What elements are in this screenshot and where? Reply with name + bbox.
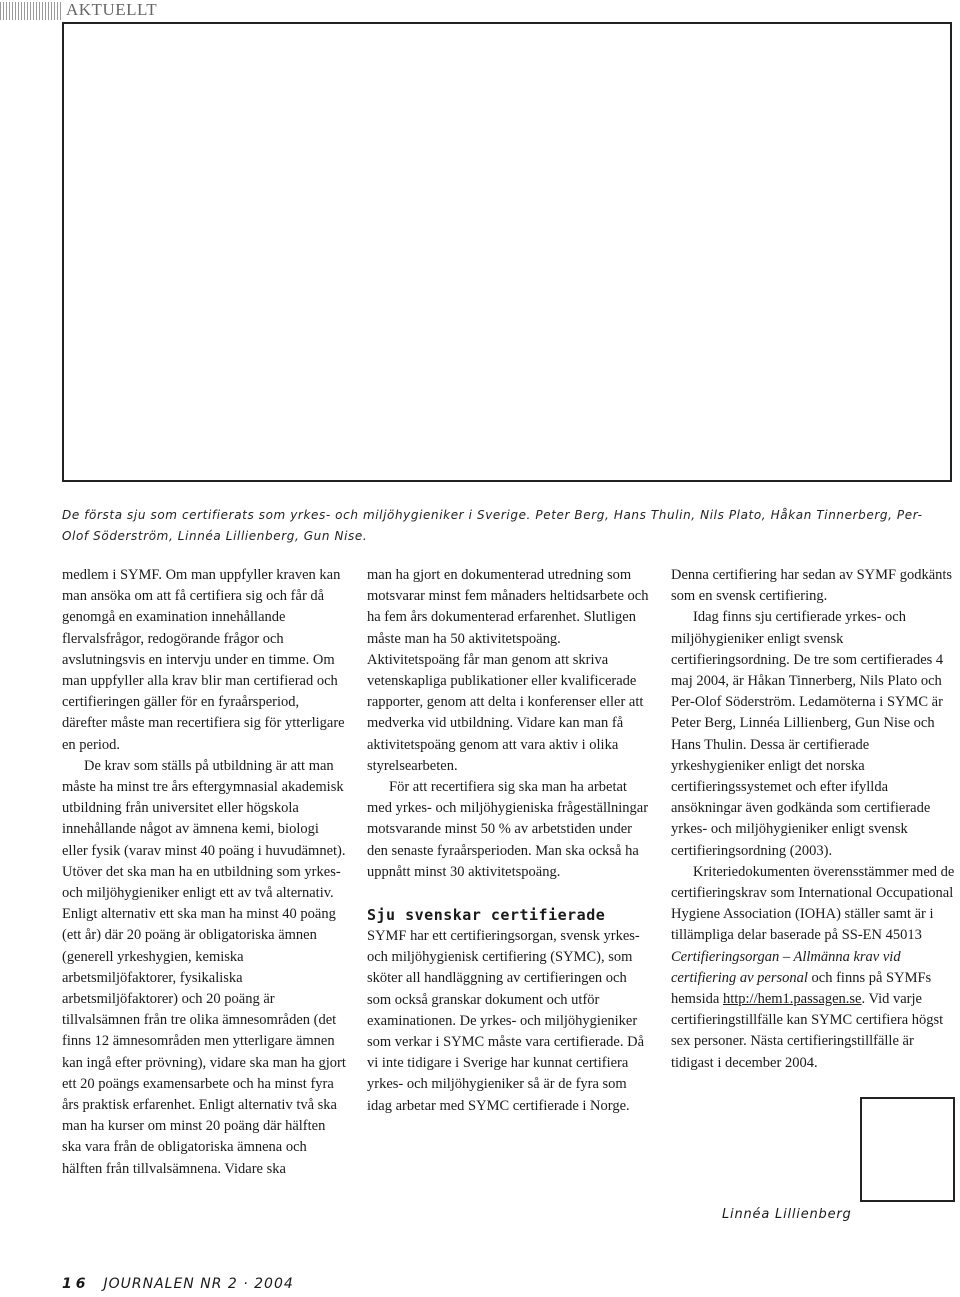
paragraph-text: Kriteriedokumenten överensstämmer med de certifieringskrav som International Occupational Hygiene Association (IOHA) ställer samt är i tillämpliga delar baserade på SS-EN 45013	[671, 863, 955, 944]
paragraph: För att recertifiera sig ska man ha arbetat med yrkes- och miljöhygieniska frågeställningar motsvarande minst 50 % av arbetstiden under den senaste fyraårsperioden. Man ska också ha uppnått minst 30 aktivitetspoäng.	[367, 779, 649, 880]
standard-title: Certifieringsorgan – Allmänna krav vid certifiering av personal	[671, 948, 901, 986]
article-column-2	[367, 565, 652, 1117]
author-signature: Linnéa Lillienberg	[722, 1207, 852, 1222]
website-link[interactable]: http://hem1.passagen.se	[722, 991, 862, 1008]
page-footer	[62, 1276, 294, 1292]
paragraph: man ha gjort en dokumenterad utredning som motsvarar minst fem månaders heltidsarbete och ha fem års dokumenterad erfarenhet. Slutligen måste man ha 50 aktivitetspoäng. Aktivitetspoäng får man genom att skriva vetenskapliga publikationer eller kvalificerade rapporter, genom att delta i konferenser eller att medverka vid utbildning. Vidare kan man få aktivitetspoäng genom att vara aktiv i olika styrelsearbeten.	[367, 567, 649, 774]
paragraph-text: och finns på SYMFs hemsida	[671, 969, 932, 1008]
paragraph: Idag finns sju certifierade yrkes- och miljöhygieniker enligt svensk certifieringsordning. De tre som certifierades 4 maj 2004, är Håkan Tinnerberg, Nils Plato och Per-Olof Söderström. Ledamöterna i SYMC är Peter Berg, Linnéa Lillienberg, Gun Nise och Hans Thulin. Dessa är certifierade yrkeshygieniker enligt det norska certifieringssystemet och efter ifyllda ansökningar även godkända som certifierade yrkes- och miljöhygieniker enligt svensk certifieringsordning (2003).	[671, 609, 944, 859]
section-heading: Sju svenskar certifierade	[367, 906, 606, 925]
paragraph-text: . Vid varje certifieringstillfälle kan SYMC certifiera högst sex personer. Nästa certifieringstillfälle är tidigast i december 2004.	[671, 991, 944, 1071]
section-label: AKTUELLT	[66, 0, 158, 19]
paragraph: SYMF har ett certifieringsorgan, svensk yrkes- och miljöhygienisk certifiering (SYMC), som sköter all handläggning av certifieringen och som också granskar dokument och utför examinationen. De yrkes- och miljöhygieniker som verkar i SYMC måste vara certifierade. Då vi inte tidigare i Sverige har kunnat certifiera yrkes- och miljöhygieniker så är de fyra som idag arbetar med SYMC certifierade i Norge.	[367, 928, 645, 1114]
paragraph: De krav som ställs på utbildning är att man måste ha minst tre års eftergymnasial akademisk utbildning från universitet eller högskola innehållande något av ämnena kemi, biologi eller fysik (varav minst 40 poäng i huvudämnet). Utöver det ska man ha en utbildning som yrkes- och miljöhygieniker enligt ett av två alternativ. Enligt alternativ ett ska man ha minst 40 poäng (ett år) där 20 poäng är obligatoriska ämnen (generell yrkeshygien, kemiska arbetsmiljöfaktorer, fysikaliska arbetsmiljöfaktorer) och 20 poäng är tillvalsämnen från tre olika ämnesområden (det finns 12 ämnesområden men ytterligare ämnen kan ingå efter prövning), vidare ska man ha gjort ett 20 poängs examensarbete och ha minst fyra års praktisk erfarenhet. Enligt alternativ två ska man ha kurser om minst 20 poäng där hälften ska vara från de obligatoriska ämnena och hälften från tillvalsämnena. Vidare ska	[62, 757, 346, 1177]
main-photo	[62, 22, 952, 482]
paragraph	[671, 862, 956, 1074]
paragraph: Denna certifiering har sedan av SYMF godkänts som en svensk certifiering.	[671, 567, 953, 605]
photo-caption: De första sju som certifierats som yrkes- och miljöhygieniker i Sverige. Peter Berg, Hans Thulin, Nils Plato, Håkan Tinnerberg, Per-Olof Söderström, Linnéa Lillienberg, Gun Nise.	[62, 508, 923, 543]
paragraph: medlem i SYMF. Om man uppfyller kraven kan man ansöka om att få certifiera sig och får då genomgå en examination innehållande flervalsfrågor, redogörande frågor och avslutningsvis en intervju under en timme. Om man uppfyller alla krav blir man certifierad och certifieringen gäller för en fyraårsperiod, därefter måste man recertifiera sig för ytterligare en period.	[62, 567, 345, 753]
journal-issue: JOURNALEN NR 2 · 2004	[103, 1276, 294, 1292]
article-column-3	[671, 565, 956, 1074]
section-stripes-decoration	[0, 2, 62, 20]
page-number: 16	[62, 1276, 90, 1292]
author-photo	[860, 1097, 955, 1202]
article-column-1	[62, 565, 347, 1180]
